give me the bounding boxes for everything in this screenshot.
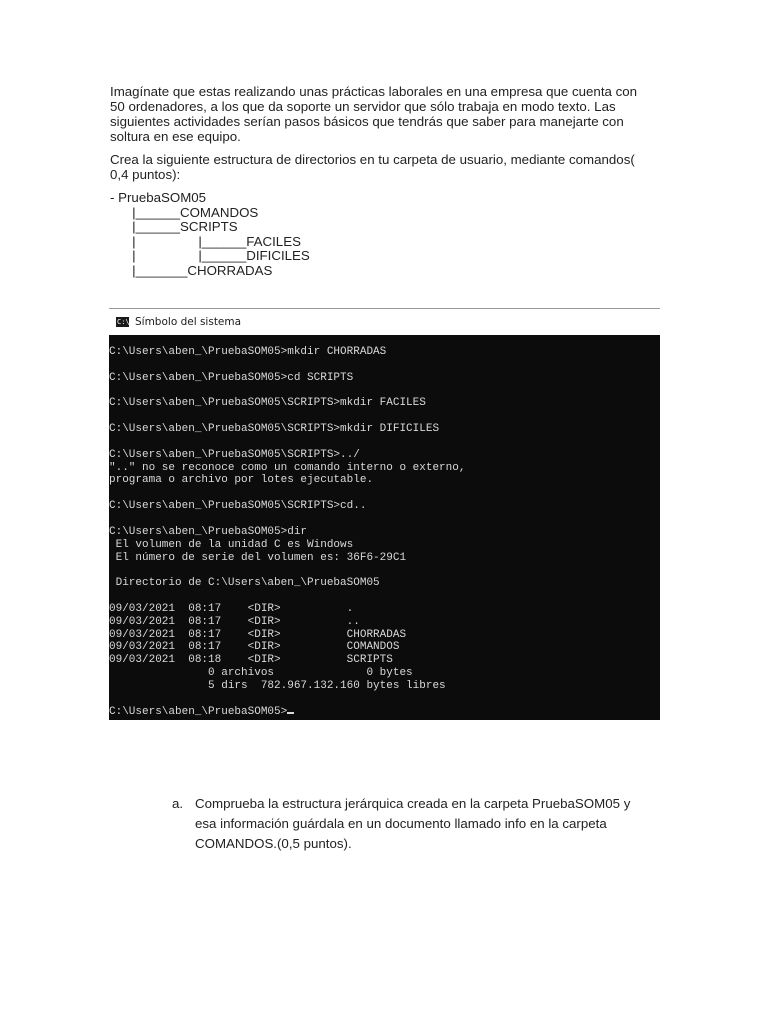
console-lines bbox=[109, 346, 465, 718]
console-line: 09/03/2021 08:17 <DIR> . bbox=[109, 602, 354, 615]
console-line: C:\Users\aben_\PruebaSOM05> bbox=[109, 706, 465, 719]
console-line: programa o archivo por lotes ejecutable. bbox=[109, 474, 374, 487]
text-cursor bbox=[287, 712, 294, 714]
directory-tree bbox=[110, 191, 310, 279]
tree-line: - PruebaSOM05 bbox=[110, 190, 207, 205]
console-line: C:\Users\aben_\PruebaSOM05>dir bbox=[109, 525, 308, 538]
console-line: C:\Users\aben_\PruebaSOM05\SCRIPTS>mkdir FACILES bbox=[109, 397, 426, 410]
console-line bbox=[109, 693, 465, 706]
console-line: 0 archivos 0 bytes bbox=[109, 667, 413, 680]
instruction-paragraph: Crea la siguiente estructura de directorios en tu carpeta de usuario, mediante comandos( 0,4 puntos): bbox=[110, 152, 635, 182]
console-line: C:\Users\aben_\PruebaSOM05\SCRIPTS>mkdir DIFICILES bbox=[109, 423, 440, 436]
console-output bbox=[109, 335, 660, 720]
terminal-icon: C:\ bbox=[117, 318, 130, 326]
console-line: C:\Users\aben_\PruebaSOM05>cd SCRIPTS bbox=[109, 371, 354, 384]
tree-line: |______COMANDOS bbox=[110, 204, 259, 220]
console-line bbox=[109, 590, 465, 603]
tree-line: | |______FACILES bbox=[110, 233, 301, 249]
tree-line: |_______CHORRADAS bbox=[110, 262, 273, 278]
console-line bbox=[109, 385, 465, 398]
console-line bbox=[109, 487, 465, 500]
console-line: ".." no se reconoce como un comando interno o externo, bbox=[109, 461, 466, 474]
intro-paragraph: Imagínate que estas realizando unas prácticas laborales en una empresa que cuenta con 50 ordenadores, a los que da soporte un servidor que sólo trabaja en modo texto. Las siguientes actividades serían pasos básicos que tendrás que saber para manejarte con soltura en ese equipo. bbox=[110, 84, 638, 144]
console-line: 09/03/2021 08:17 <DIR> CHORRADAS bbox=[109, 628, 407, 641]
console-line: El número de serie del volumen es: 36F6-29C1 bbox=[109, 551, 407, 564]
console-line: Directorio de C:\Users\aben_\PruebaSOM05 bbox=[109, 577, 380, 590]
console-line: El volumen de la unidad C es Windows bbox=[109, 538, 354, 551]
console-line bbox=[109, 436, 465, 449]
console-line: 09/03/2021 08:17 <DIR> .. bbox=[109, 615, 360, 628]
console-line bbox=[109, 513, 465, 526]
console-line bbox=[109, 564, 465, 577]
window-titlebar bbox=[109, 311, 660, 335]
console-line: 5 dirs 782.967.132.160 bytes libres bbox=[109, 679, 446, 692]
console-line: C:\Users\aben_\PruebaSOM05>mkdir CHORRADAS bbox=[109, 346, 387, 358]
list-marker: a. bbox=[172, 796, 184, 811]
console-line: C:\Users\aben_\PruebaSOM05\SCRIPTS>cd.. bbox=[109, 500, 367, 513]
tree-line: |______SCRIPTS bbox=[110, 219, 238, 235]
console-line bbox=[109, 410, 465, 423]
console-line bbox=[109, 359, 465, 372]
window-title: Símbolo del sistema bbox=[135, 316, 242, 328]
console-line: 09/03/2021 08:17 <DIR> COMANDOS bbox=[109, 641, 400, 654]
tree-line: | |______DIFICILES bbox=[110, 248, 310, 264]
command-prompt-screenshot bbox=[109, 311, 660, 720]
task-text: Comprueba la estructura jerárquica creada en la carpeta PruebaSOM05 y esa información guárdala en un documento llamado info en la carpeta COMANDOS.(0,5 puntos). bbox=[195, 796, 631, 851]
horizontal-divider bbox=[109, 308, 660, 309]
console-line: C:\Users\aben_\PruebaSOM05\SCRIPTS>../ bbox=[109, 448, 360, 461]
console-line: 09/03/2021 08:18 <DIR> SCRIPTS bbox=[109, 654, 393, 667]
